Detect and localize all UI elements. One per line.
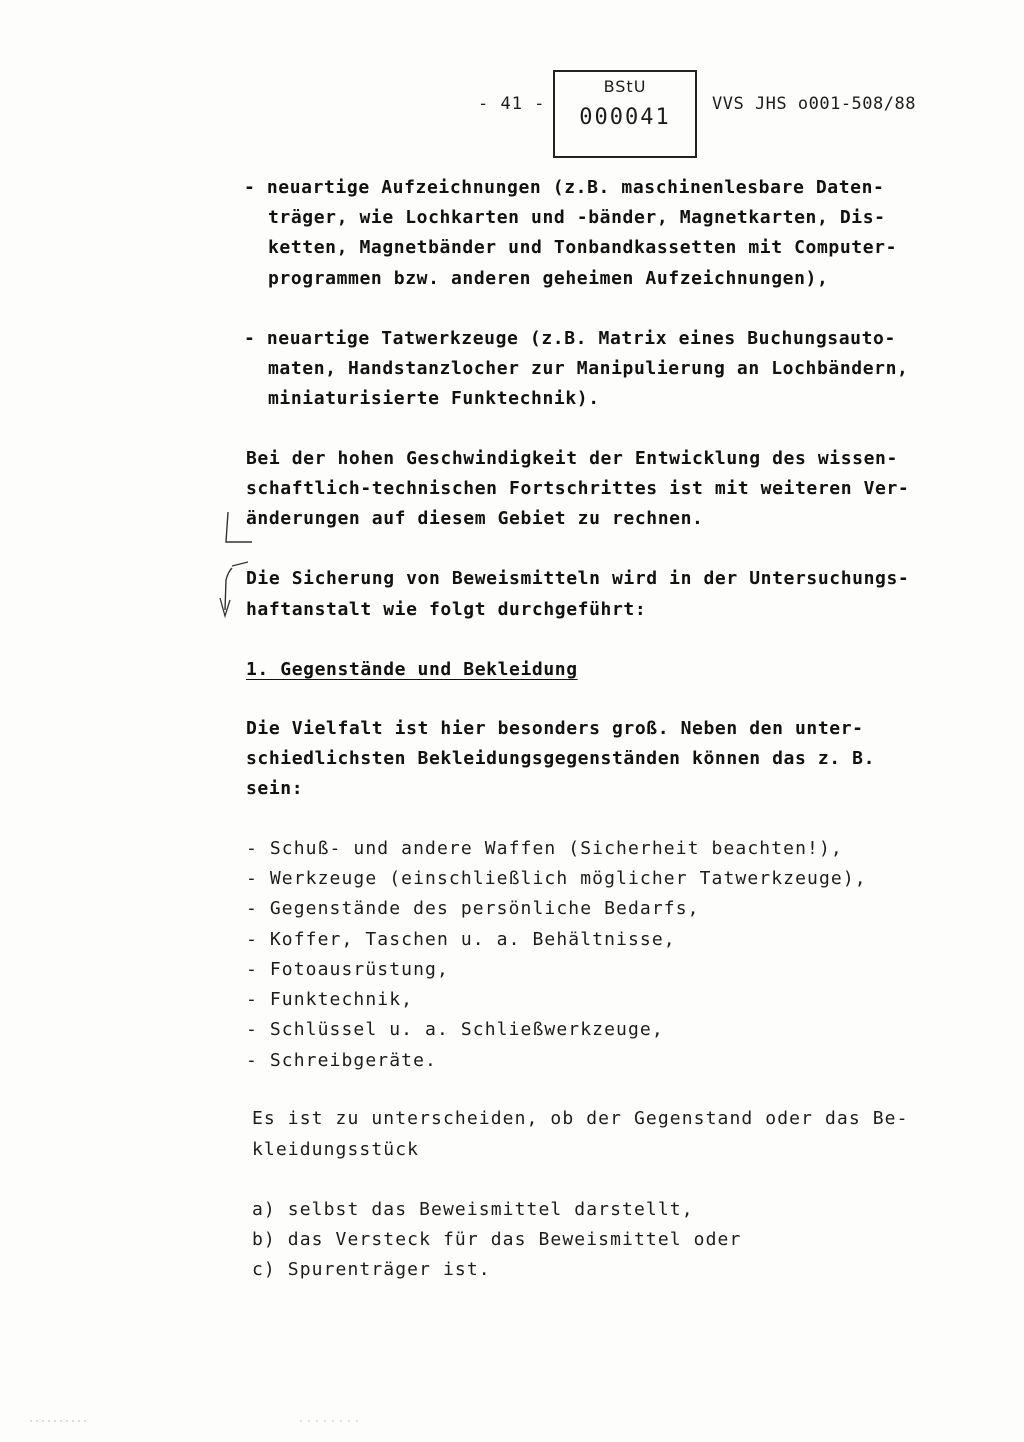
page-number: - 41 -: [478, 94, 546, 114]
paragraph-line: änderungen auf diesem Gebiet zu rechnen.: [246, 508, 704, 529]
list-item: - Schlüssel u. a. Schließwerkzeuge,: [246, 1019, 664, 1040]
list-item-line: miniaturisierte Funktechnik).: [268, 388, 600, 409]
list-item: - Werkzeuge (einschließlich möglicher Tatwerkzeuge),: [246, 868, 867, 889]
list-item: c) Spurenträger ist.: [252, 1259, 491, 1280]
list-item: - Funktechnik,: [246, 989, 414, 1010]
paragraph-line: schiedlichsten Bekleidungsgegenständen können das z. B.: [246, 748, 876, 769]
paragraph-line: Bei der hohen Geschwindigkeit der Entwicklung des wissen-: [246, 448, 898, 469]
paragraph-line: Die Vielfalt ist hier besonders groß. Neben den unter-: [246, 718, 864, 739]
list-item: b) das Versteck für das Beweismittel oder: [252, 1229, 742, 1250]
margin-bracket-mark: [212, 500, 262, 630]
paragraph-line: kleidungsstück: [252, 1139, 420, 1160]
list-item-line: - neuartige Aufzeichnungen (z.B. maschinenlesbare Daten-: [244, 177, 885, 198]
list-item: - Gegenstände des persönliche Bedarfs,: [246, 898, 700, 919]
paragraph-line: Die Sicherung von Beweismitteln wird in der Untersuchungs-: [246, 568, 910, 589]
list-item: - Fotoausrüstung,: [246, 959, 449, 980]
list-item-line: ketten, Magnetbänder und Tonbandkassetten mit Computer-: [268, 237, 898, 258]
list-item-line: programmen bzw. anderen geheimen Aufzeichnungen),: [268, 268, 829, 289]
list-item: - Koffer, Taschen u. a. Behältnisse,: [246, 929, 676, 950]
archive-stamp: [553, 70, 697, 158]
scan-artifact: [0, 1415, 1024, 1427]
list-item: - Schuß- und andere Waffen (Sicherheit beachten!),: [246, 838, 843, 859]
stamp-number: 000041: [579, 105, 671, 130]
document-reference: VVS JHS o001-508/88: [712, 94, 916, 114]
paragraph-line: Es ist zu unterscheiden, ob der Gegenstand oder das Be-: [252, 1108, 909, 1129]
list-item-line: träger, wie Lochkarten und -bänder, Magnetkarten, Dis-: [268, 207, 886, 228]
paragraph-line: sein:: [246, 778, 304, 799]
paragraph-line: schaftlich-technischen Fortschrittes ist mit weiteren Ver-: [246, 478, 910, 499]
list-item: a) selbst das Beweismittel darstellt,: [252, 1199, 694, 1220]
list-item: - Schreibgeräte.: [246, 1050, 437, 1071]
stamp-label: BStU: [603, 77, 647, 96]
section-heading: 1. Gegenstände und Bekleidung: [246, 659, 578, 680]
list-item-line: maten, Handstanzlocher zur Manipulierung an Lochbändern,: [268, 358, 909, 379]
paragraph-line: haftanstalt wie folgt durchgeführt:: [246, 599, 647, 620]
list-item-line: - neuartige Tatwerkzeuge (z.B. Matrix eines Buchungsauto-: [244, 328, 896, 349]
